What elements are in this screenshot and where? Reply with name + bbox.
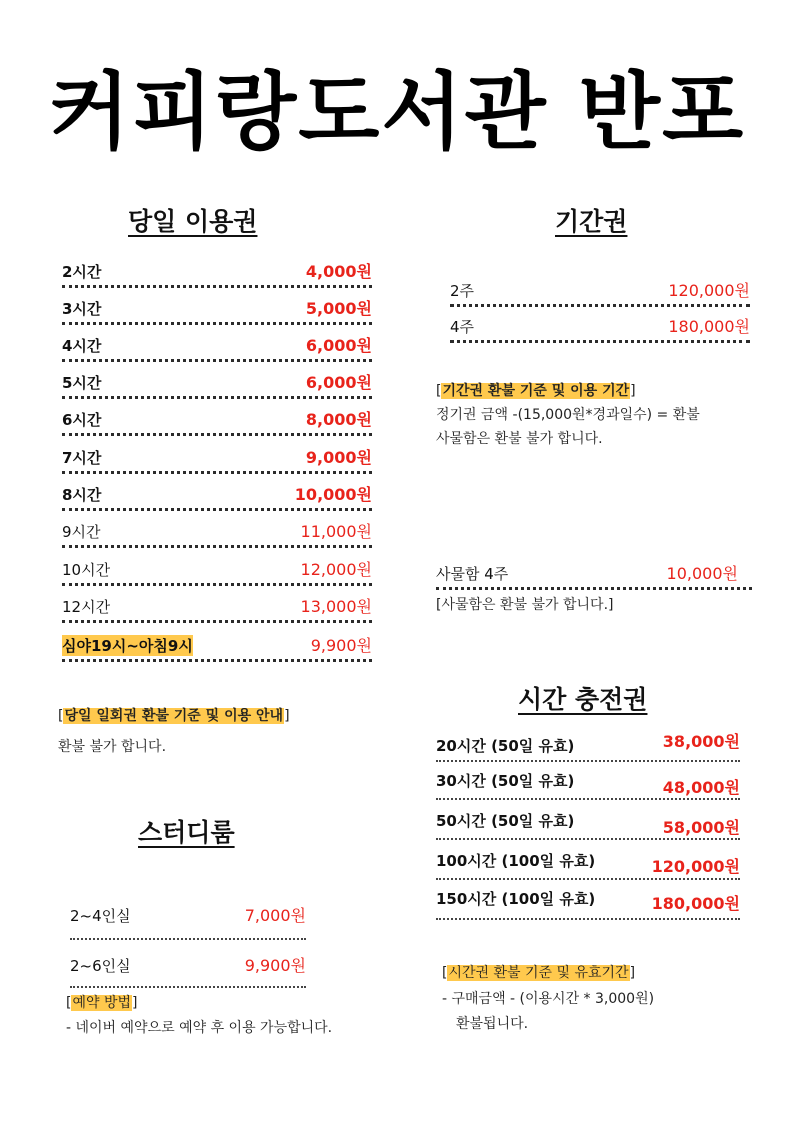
dotted-divider bbox=[436, 587, 752, 590]
study-note-title: [예약 방법] bbox=[66, 995, 138, 1011]
daily-label: 12시간 bbox=[62, 598, 111, 616]
daily-price: 6,000원 bbox=[305, 373, 372, 392]
charge-label: 50시간 (50일 유효) bbox=[436, 812, 575, 830]
study-label: 2~4인실 bbox=[70, 907, 131, 925]
locker-price: 10,000원 bbox=[666, 564, 738, 583]
dotted-divider bbox=[70, 986, 306, 988]
period-row bbox=[450, 277, 750, 307]
daily-label: 9시간 bbox=[62, 523, 101, 541]
dotted-divider bbox=[436, 838, 740, 840]
daily-label: 6시간 bbox=[62, 411, 102, 429]
charge-row bbox=[436, 846, 740, 880]
dotted-divider bbox=[62, 396, 372, 399]
daily-row bbox=[62, 295, 372, 325]
dotted-divider bbox=[70, 938, 306, 940]
dotted-divider bbox=[62, 583, 372, 586]
dotted-divider bbox=[62, 433, 372, 436]
daily-label: 3시간 bbox=[62, 300, 102, 318]
period-note-title-text: 기간권 환불 기준 및 이용 기간 bbox=[442, 383, 630, 399]
daily-note-text: 환불 불가 합니다. bbox=[58, 739, 167, 755]
daily-price: 5,000원 bbox=[305, 299, 372, 318]
charge-row bbox=[436, 766, 740, 800]
daily-note-title: [당일 일회권 환불 기준 및 이용 안내] bbox=[58, 708, 290, 724]
daily-row bbox=[62, 406, 372, 436]
charge-price: 180,000원 bbox=[651, 894, 740, 913]
period-note-title: [기간권 환불 기준 및 이용 기간] bbox=[436, 383, 636, 399]
daily-price: 11,000원 bbox=[300, 522, 372, 541]
locker-note: [사물함은 환불 불가 합니다.] bbox=[436, 597, 614, 613]
daily-label: 4시간 bbox=[62, 337, 102, 355]
daily-price: 13,000원 bbox=[300, 597, 372, 616]
study-note-title-text: 예약 방법 bbox=[72, 995, 132, 1011]
dotted-divider bbox=[62, 285, 372, 288]
charge-price: 120,000원 bbox=[651, 857, 740, 876]
daily-price: 6,000원 bbox=[305, 336, 372, 355]
charge-label: 20시간 (50일 유효) bbox=[436, 737, 575, 755]
charge-note-title: [시간권 환불 기준 및 유효기간] bbox=[442, 965, 636, 981]
daily-label: 2시간 bbox=[62, 263, 102, 281]
locker-row bbox=[436, 558, 752, 590]
dotted-divider bbox=[436, 918, 740, 920]
period-pass-heading: 기간권 bbox=[555, 207, 628, 236]
daily-row bbox=[62, 369, 372, 399]
daily-price: 8,000원 bbox=[305, 410, 372, 429]
charge-price: 48,000원 bbox=[662, 778, 740, 797]
daily-row bbox=[62, 556, 372, 586]
period-note-line: 사물함은 환불 불가 합니다. bbox=[436, 431, 603, 447]
daily-price: 10,000원 bbox=[294, 485, 372, 504]
time-charge-heading: 시간 충전권 bbox=[518, 685, 648, 714]
dotted-divider bbox=[450, 340, 750, 343]
study-row bbox=[70, 950, 306, 988]
study-row bbox=[70, 898, 306, 940]
period-label: 4주 bbox=[450, 318, 475, 336]
charge-label: 30시간 (50일 유효) bbox=[436, 772, 575, 790]
daily-label: 8시간 bbox=[62, 486, 102, 504]
daily-row bbox=[62, 444, 372, 474]
daily-label: 7시간 bbox=[62, 449, 102, 467]
dotted-divider bbox=[62, 471, 372, 474]
daily-row bbox=[62, 332, 372, 362]
dotted-divider bbox=[62, 620, 372, 623]
locker-label: 사물함 4주 bbox=[436, 565, 509, 583]
daily-row bbox=[62, 593, 372, 623]
dotted-divider bbox=[450, 304, 750, 307]
dotted-divider bbox=[62, 508, 372, 511]
daily-label: 5시간 bbox=[62, 374, 102, 392]
period-price: 180,000원 bbox=[668, 317, 750, 336]
daily-label-night: 심야19시~아침9시 bbox=[62, 637, 193, 655]
period-price: 120,000원 bbox=[668, 281, 750, 300]
daily-row bbox=[62, 518, 372, 548]
daily-price: 9,900원 bbox=[310, 636, 372, 655]
dotted-divider bbox=[62, 322, 372, 325]
daily-pass-heading: 당일 이용권 bbox=[128, 207, 258, 236]
dotted-divider bbox=[62, 359, 372, 362]
charge-note-title-text: 시간권 환불 기준 및 유효기간 bbox=[448, 965, 629, 981]
daily-price: 12,000원 bbox=[300, 560, 372, 579]
study-price: 9,900원 bbox=[244, 956, 306, 975]
period-row bbox=[450, 313, 750, 343]
charge-label: 100시간 (100일 유효) bbox=[436, 852, 596, 870]
study-note-text: - 네이버 예약으로 예약 후 이용 가능합니다. bbox=[66, 1020, 333, 1036]
dotted-divider bbox=[436, 760, 740, 762]
dotted-divider bbox=[62, 659, 372, 662]
study-price: 7,000원 bbox=[244, 906, 306, 925]
charge-price: 58,000원 bbox=[662, 818, 740, 837]
dotted-divider bbox=[436, 878, 740, 880]
charge-note-line: 환불됩니다. bbox=[456, 1016, 529, 1032]
charge-label: 150시간 (100일 유효) bbox=[436, 890, 596, 908]
charge-row bbox=[436, 806, 740, 840]
daily-price: 4,000원 bbox=[305, 262, 372, 281]
daily-price: 9,000원 bbox=[305, 448, 372, 467]
period-label: 2주 bbox=[450, 282, 475, 300]
charge-price: 38,000원 bbox=[662, 732, 740, 751]
period-note-line: 정기권 금액 -(15,000원*경과일수) = 환불 bbox=[436, 407, 700, 423]
daily-note-title-text: 당일 일회권 환불 기준 및 이용 안내 bbox=[64, 708, 284, 724]
charge-row bbox=[436, 884, 740, 920]
study-label: 2~6인실 bbox=[70, 957, 131, 975]
daily-row-night bbox=[62, 632, 372, 662]
dotted-divider bbox=[436, 798, 740, 800]
daily-label: 10시간 bbox=[62, 561, 111, 579]
daily-row bbox=[62, 258, 372, 288]
daily-row bbox=[62, 481, 372, 511]
page-title: 커피랑도서관 반포 bbox=[48, 63, 746, 161]
study-room-heading: 스터디룸 bbox=[138, 818, 235, 847]
dotted-divider bbox=[62, 545, 372, 548]
charge-row bbox=[436, 728, 740, 762]
charge-note-line: - 구매금액 - (이용시간 * 3,000원) bbox=[442, 991, 655, 1007]
